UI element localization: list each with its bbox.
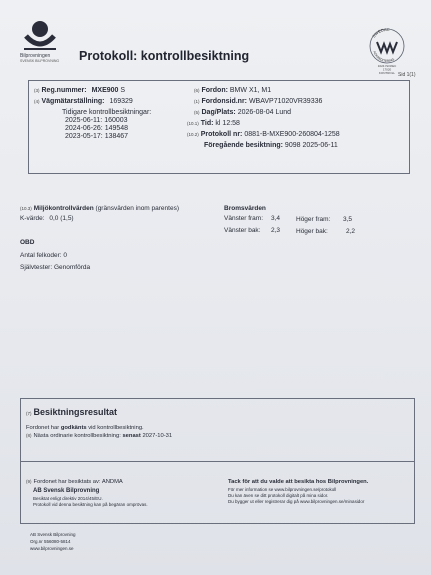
date-place-row xyxy=(194,109,291,116)
brakes-title: Bromsvärden xyxy=(224,205,266,212)
brake-right-rear-label: Höger bak: xyxy=(296,228,328,235)
next-inspection-date: 2027-10-31 xyxy=(142,433,173,439)
field-number: (6) xyxy=(194,88,200,93)
page-title: Protokoll: kontrollbesiktning xyxy=(79,49,250,63)
logo-name: Bilprovningen xyxy=(20,53,51,59)
obd-title: OBD xyxy=(20,239,35,246)
k-value-label: K-värde: xyxy=(20,215,45,222)
odometer-row xyxy=(34,98,133,105)
result-title: Besiktningsresultat xyxy=(33,407,118,417)
swedac-seal xyxy=(364,26,410,76)
field-number: (10.3) xyxy=(20,206,32,211)
result-divider xyxy=(21,461,414,462)
field-number: (10.1) xyxy=(187,121,199,126)
company-name: AB Svensk Bilprovning xyxy=(33,488,100,494)
model-label: Fordon: xyxy=(201,87,228,94)
next-inspection-line xyxy=(26,433,172,439)
accreditation-seal-icon xyxy=(364,26,410,76)
place-value: 2026-08-04 Lund xyxy=(237,109,292,116)
odometer-value: 169329 xyxy=(109,98,133,105)
logo-mark-icon xyxy=(20,18,60,52)
place-label: Dag/Plats: xyxy=(201,109,236,116)
prev-inspections-label: Tidigare kontrollbesiktningar: xyxy=(62,109,152,116)
field-number: (9) xyxy=(26,479,32,484)
field-number: (10.2) xyxy=(187,132,199,137)
inspector-label: Fordonet har besiktats av: xyxy=(33,479,101,485)
field-number: (3) xyxy=(34,88,40,93)
prev-date: 2023-05-17: xyxy=(65,133,103,140)
result-text: vid kontrollbesiktning. xyxy=(88,425,144,431)
environment-title: Miljökontrollvärden xyxy=(33,205,94,212)
logo-tagline: SVENSK BILPROVNING xyxy=(20,59,60,63)
prev-km: 138467 xyxy=(104,133,129,140)
bilprovningen-logo xyxy=(20,18,64,63)
prev-inspection-row xyxy=(65,117,128,124)
footer-org-number: Org.nr 556080-5814 xyxy=(30,539,71,544)
prev-inspection-row xyxy=(65,133,128,140)
prev-inspection-summary xyxy=(204,142,338,149)
seal-line-1: 1024 ISO/IEC xyxy=(377,64,397,68)
environment-subtitle: (gränsvärden inom parentes) xyxy=(95,205,179,212)
prev-km: 149548 xyxy=(104,125,129,132)
inspector-value: ANDMA xyxy=(101,479,123,485)
field-number: (4) xyxy=(34,99,40,104)
result-status: godkänts xyxy=(60,425,87,431)
odometer-label: Vägmätarställning: xyxy=(41,98,105,105)
footer-company: AB Svensk Bilprovning xyxy=(30,532,76,537)
obd-selftest-row xyxy=(20,264,90,271)
environment-heading xyxy=(20,205,179,212)
reg-suffix: S xyxy=(120,87,126,94)
protocol-value: 0881-B-MXE900-260804-1258 xyxy=(244,131,340,138)
time-row xyxy=(187,120,240,127)
time-label: Tid: xyxy=(200,120,214,127)
seal-top-text: SWEDAC xyxy=(371,26,390,39)
seal-bottom-text: ACKREDITERING xyxy=(372,50,396,64)
prev-km: 160003 xyxy=(104,117,128,124)
brake-left-front-value: 3,4 xyxy=(271,215,281,222)
obd-faults-label: Antal felkoder: xyxy=(20,252,62,259)
vehicle-model-row xyxy=(194,87,271,94)
result-approved-line xyxy=(26,425,144,431)
obd-selftest-value: Genomförda xyxy=(53,264,91,271)
thanks-title: Tack för att du valde att besikta hos Bilprovningen. xyxy=(228,479,369,485)
protocol-label: Protokoll nr: xyxy=(200,131,243,138)
reg-number-row xyxy=(34,87,125,94)
obd-faults-row xyxy=(20,252,67,259)
k-value-row xyxy=(20,215,74,222)
vehicle-info-box xyxy=(28,80,410,174)
vin-row xyxy=(194,98,322,105)
vin-value: WBAVP71020VR39336 xyxy=(248,98,323,105)
obd-selftest-label: Självtester: xyxy=(20,264,53,271)
inspector-line xyxy=(26,479,123,485)
svg-text:SWEDAC xyxy=(371,27,390,39)
thanks-line-3: Du bygger ut eller registrerar dig på www.bilprovningen.se/minasidor xyxy=(228,499,365,504)
result-heading xyxy=(26,407,117,417)
time-value: kl 12:58 xyxy=(215,120,240,127)
field-number: (1) xyxy=(194,99,200,104)
prev-date: 2024-06-26: xyxy=(65,125,103,132)
prev-inspection-row xyxy=(65,125,128,132)
page-number: Sid 1(1) xyxy=(398,72,416,78)
prev-inspection-value: 9098 2025-06-11 xyxy=(284,142,338,149)
obd-faults-value: 0 xyxy=(63,252,67,259)
next-inspection-label: Nästa ordinarie kontrollbesiktning: xyxy=(33,433,121,439)
reg-label: Reg.nummer: xyxy=(41,87,87,94)
protocol-number-row xyxy=(187,131,340,138)
brake-left-front-label: Vänster fram: xyxy=(224,215,264,222)
seal-line-2: 17020 xyxy=(382,67,392,72)
field-number: (8) xyxy=(26,433,32,438)
brake-right-rear-value: 2,2 xyxy=(346,228,356,235)
field-number: (7) xyxy=(26,411,32,416)
inspection-result-box xyxy=(20,398,415,524)
footer-website: www.bilprovningen.se xyxy=(30,546,74,551)
brake-left-rear-value: 2,3 xyxy=(271,227,281,234)
field-number: (5) xyxy=(194,110,200,115)
k-value: 0,0 (1,5) xyxy=(49,215,74,222)
company-line-1: Besiktat enligt direktiv 2014/45/EU. xyxy=(33,496,103,501)
thanks-line-2: Du kan även se ditt protokoll digitalt på mina sidor. xyxy=(228,493,329,498)
prev-date: 2025-06-11: xyxy=(65,117,103,124)
brake-right-front-label: Höger fram: xyxy=(296,216,331,223)
vin-label: Fordonsid.nr: xyxy=(201,98,247,105)
company-line-2: Protokoll vid denna besiktning kan på begäran omprövas. xyxy=(33,502,148,507)
seal-line-3: KONTROLL xyxy=(378,71,396,75)
next-inspection-deadline: senast xyxy=(122,433,141,439)
result-text: Fordonet har xyxy=(26,425,60,431)
reg-value: MXE900 xyxy=(91,87,119,94)
prev-inspection-label: Föregående besiktning: xyxy=(204,142,283,149)
brake-right-front-value: 3,5 xyxy=(343,216,353,223)
svg-text:ACKREDITERING xyxy=(372,51,395,64)
thanks-line-1: För mer information se www.bilprovningen.se/protokoll xyxy=(228,487,337,492)
brake-left-rear-label: Vänster bak: xyxy=(224,227,261,234)
model-value: BMW X1, M1 xyxy=(229,87,272,94)
